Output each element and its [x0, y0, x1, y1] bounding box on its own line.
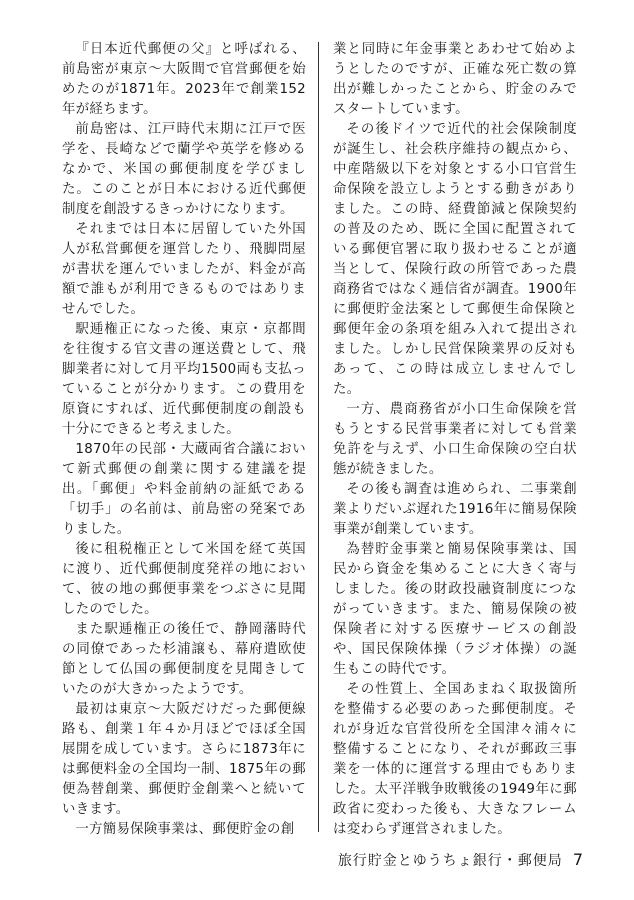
column-divider [318, 42, 319, 832]
paragraph: それまでは日本に居留していた外国人が私営郵便を運営したり、飛脚問屋が書状を運んでいましたが、料金が高額で誰もが利用できるものではありませんでした。 [62, 222, 306, 317]
paragraph-continuation: 業と同時に年金事業とあわせて始めようとしたのですが、正確な死亡数の算出が難しかったことから、貯金のみでスタートしています。 [333, 42, 577, 117]
page-footer [338, 850, 584, 870]
paragraph: 為替貯金事業と簡易保険事業は、国民から資金を集めることに大きく寄与しました。後の財政投融資制度につながっていきます。また、簡易保険の被保険者に対する医療サービスの創設や、国民保険体操（ラジオ体操）の誕生もこの時代です。 [333, 542, 577, 677]
paragraph: その性質上、全国あまねく取扱箇所を整備する必要のあった郵便制度。それが身近な官営役所を全国津々浦々に整備することになり、それが郵政三事業を一体的に運営する理由でもありました。太平洋戦争敗戦後の1949年に郵政省に変わった後も、大きなフレームは変わらず運営されました。 [333, 682, 577, 837]
paragraph: 1870年の民部・大蔵両省合議において新式郵便の創業に関する建議を提出。「郵便」や料金前納の証紙である「切手」の名前は、前島密の発案でありました。 [62, 442, 306, 537]
paragraph: 前島密は、江戸時代末期に江戸で医学を、長崎などで蘭学や英学を修めるなかで、米国の郵便制度を学びました。このことが日本における近代郵便制度を創設するきっかけになります。 [62, 122, 306, 217]
left-column [62, 40, 306, 840]
page-number: 7 [572, 850, 584, 869]
paragraph: その後も調査は進められ、二事業創業よりだいぶ遅れた1916年に簡易保険事業が創業しています。 [333, 482, 577, 537]
paragraph: 後に租税権正として米国を経て英国に渡り、近代郵便制度発祥の地において、彼の地の郵便事業をつぶさに見聞したのでした。 [62, 542, 306, 617]
paragraph: 一方簡易保険事業は、郵便貯金の創 [75, 822, 295, 837]
paragraph: 最初は東京～大阪だけだった郵便線路も、創業１年４か月ほどでほぼ全国展開を成しています。さらに1873年には郵便料金の全国均一制、1875年の郵便為替創業、郵便貯金創業へと続いていきます。 [62, 702, 306, 817]
right-column [333, 40, 577, 840]
paragraph: また駅逓権正の後任で、静岡藩時代の同僚であった杉浦譲も、幕府遣欧使節として仏国の郵便制度を見聞きしていたのが大きかったようです。 [62, 622, 306, 697]
paragraph: 一方、農商務省が小口生命保険を営もうとする民営事業者に対しても営業免許を与えず、小口生命保険の空白状態が続きました。 [333, 402, 577, 477]
paragraph: 『日本近代郵便の父』と呼ばれる、前島密が東京～大阪間で官営郵便を始めたのが1871年。2023年で創業152年が経ちます。 [62, 42, 306, 117]
paragraph: その後ドイツで近代的社会保険制度が誕生し、社会秩序維持の観点から、中産階級以下を対象とする小口官営生命保険を設立しようとする動きがありました。この時、経費節減と保険契約の普及のため、既に全国に配置されている郵便官署に取り扱わせることが適当として、保険行政の所管であった農商務省ではなく逓信省が調査。1900年に郵便貯金法案として郵便生命保険と郵便年金の条項を組み入れて提出されました。しかし民営保険業界の反対もあって、この時は成立しませんでした。 [333, 122, 577, 397]
footer-title: 旅行貯金とゆうちょ銀行・郵便局 [337, 853, 563, 869]
paragraph: 駅逓権正になった後、東京・京都間を往復する官文書の運送費として、飛脚業者に対して月平均1500両も支払っていることが分かります。この費用を原資にすれば、近代郵便制度の創設も十分にできると考えました。 [62, 322, 306, 437]
